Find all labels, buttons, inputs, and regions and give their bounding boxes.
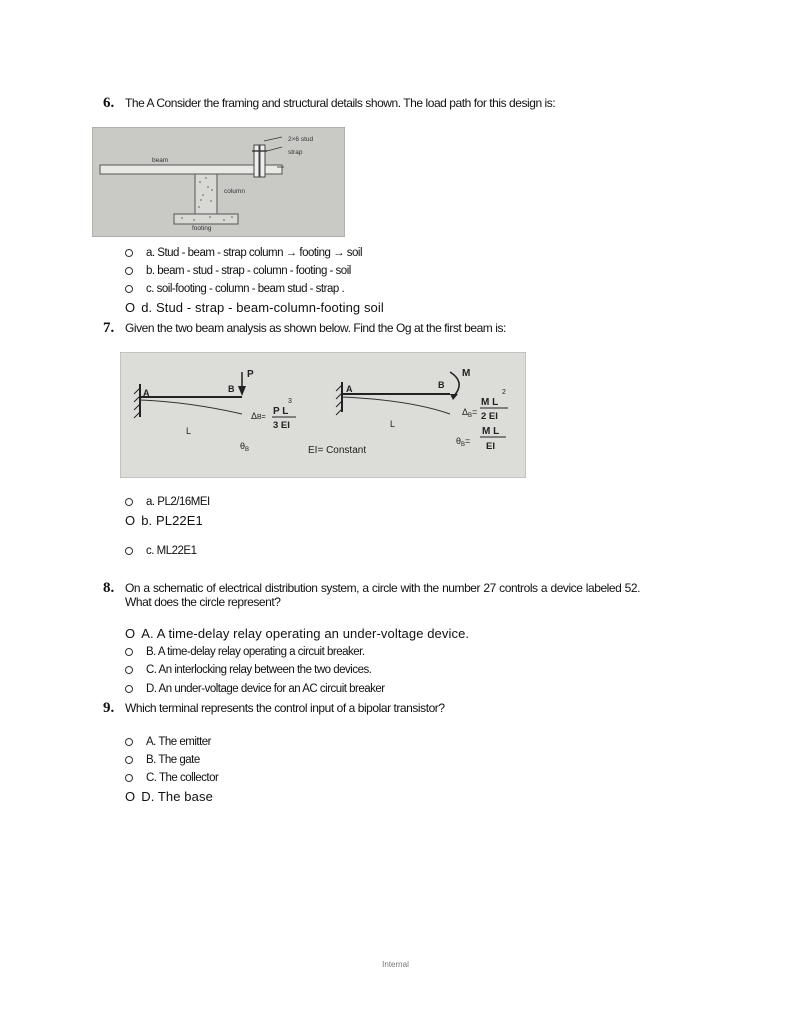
radio-circle-icon [125, 666, 133, 674]
option-label: A. A time-delay relay operating an under-voltage device. [141, 626, 470, 641]
label-b-right: B [438, 380, 445, 390]
option-label: C. An interlocking relay between the two devices. [146, 664, 372, 676]
question-9 [103, 700, 445, 717]
question-text: The A Consider the framing and structural details shown. The load path for this design is: [125, 96, 556, 110]
option-8d[interactable] [125, 683, 385, 695]
option-6d[interactable] [125, 300, 384, 315]
option-8a[interactable] [125, 626, 469, 641]
label-m: M [462, 368, 471, 379]
option-6c[interactable] [125, 283, 344, 295]
delta-subscript: B [468, 413, 473, 419]
question-8 [103, 580, 643, 609]
radio-circle-icon [125, 498, 133, 506]
theta-right-denominator: EI [486, 441, 495, 452]
option-label: b. beam - stud - strap - column - footing - soil [146, 265, 351, 277]
delta-left-numerator: P L [273, 406, 289, 417]
label-b-left: B [228, 384, 235, 394]
delta-left-denominator: 3 EI [273, 420, 290, 431]
radio-circle-icon [125, 285, 133, 293]
option-7c[interactable] [125, 545, 196, 557]
selected-mark: O [125, 300, 136, 315]
delta-right-exponent: 2 [502, 389, 506, 396]
question-text: On a schematic of electrical distribution system, a circle with the number 27 controls a device labeled 52. What does the circle represent? [125, 581, 640, 609]
delta-symbol: Δ [462, 407, 469, 417]
question-number: 7. [103, 320, 115, 336]
radio-circle-icon [125, 249, 133, 257]
option-label: A. The emitter [146, 736, 212, 748]
label-p: P [247, 369, 254, 380]
equals-sign: = [465, 436, 471, 446]
option-label: C. The collector [146, 772, 219, 784]
framing-detail-figure [92, 127, 345, 237]
option-7b[interactable] [125, 513, 203, 528]
option-label: b. PL22E1 [141, 513, 203, 528]
theta-subscript: B [461, 442, 466, 448]
equals-sign: = [472, 407, 478, 417]
option-9b[interactable] [125, 754, 200, 766]
delta-symbol: Δ [251, 411, 258, 421]
footing-label: footing [192, 225, 212, 232]
option-label: D. An under-voltage device for an AC circuit breaker [146, 683, 385, 695]
option-label: a. Stud - beam - strap column → footing → soil [146, 247, 363, 259]
delta-subscript: B= [257, 414, 266, 421]
theta-right-numerator: M L [482, 426, 500, 437]
column-label: column [224, 188, 245, 195]
ei-constant-label: EI= Constant [308, 445, 367, 456]
theta-symbol: θ [456, 436, 462, 446]
question-text: Given the two beam analysis as shown below. Find the Og at the first beam is: [125, 321, 506, 335]
option-label: d. Stud - strap - beam-column-footing soil [141, 300, 384, 315]
option-label: B. The gate [146, 754, 200, 766]
stud-label: 2×6 stud [288, 136, 314, 143]
option-label: a. PL2/16MEI [146, 496, 210, 508]
delta-right-denominator: 2 EI [481, 411, 498, 422]
radio-circle-icon [125, 774, 133, 782]
option-7a[interactable] [125, 496, 210, 508]
radio-circle-icon [125, 547, 133, 555]
radio-circle-icon [125, 648, 133, 656]
question-7 [103, 320, 506, 337]
label-l-right: L [390, 419, 396, 429]
option-label: D. The base [141, 789, 213, 804]
option-6b[interactable] [125, 265, 351, 277]
theta-subscript: B [245, 447, 250, 453]
question-6 [103, 95, 555, 112]
option-label: c. soil-footing - column - beam stud - strap . [146, 283, 345, 295]
option-label: B. A time-delay relay operating a circuit breaker. [146, 646, 365, 658]
radio-circle-icon [125, 267, 133, 275]
footer-classification: Internal [382, 960, 409, 969]
beam-label: beam [152, 157, 169, 164]
option-9a[interactable] [125, 736, 211, 748]
radio-circle-icon [125, 738, 133, 746]
question-number: 8. [103, 580, 115, 596]
radio-circle-icon [125, 756, 133, 764]
option-6a[interactable] [125, 247, 362, 259]
delta-left-exponent: 3 [288, 398, 292, 405]
selected-mark: O [125, 513, 136, 528]
label-l-left: L [186, 426, 192, 436]
option-9c[interactable] [125, 772, 218, 784]
strap-label: strap [288, 149, 303, 156]
question-text: Which terminal represents the control input of a bipolar transistor? [125, 701, 445, 715]
question-number: 6. [103, 95, 115, 111]
option-9d[interactable] [125, 789, 213, 804]
option-label: c. ML22E1 [146, 545, 197, 557]
beam-analysis-figure [120, 352, 526, 478]
delta-right-numerator: M L [481, 397, 499, 408]
label-a-left: A [143, 388, 150, 398]
theta-symbol: θ [240, 441, 246, 451]
radio-circle-icon [125, 685, 133, 693]
selected-mark: O [125, 626, 136, 641]
question-number: 9. [103, 700, 115, 716]
option-8c[interactable] [125, 664, 371, 676]
option-8b[interactable] [125, 646, 365, 658]
selected-mark: O [125, 789, 136, 804]
label-a-right: A [346, 384, 353, 394]
